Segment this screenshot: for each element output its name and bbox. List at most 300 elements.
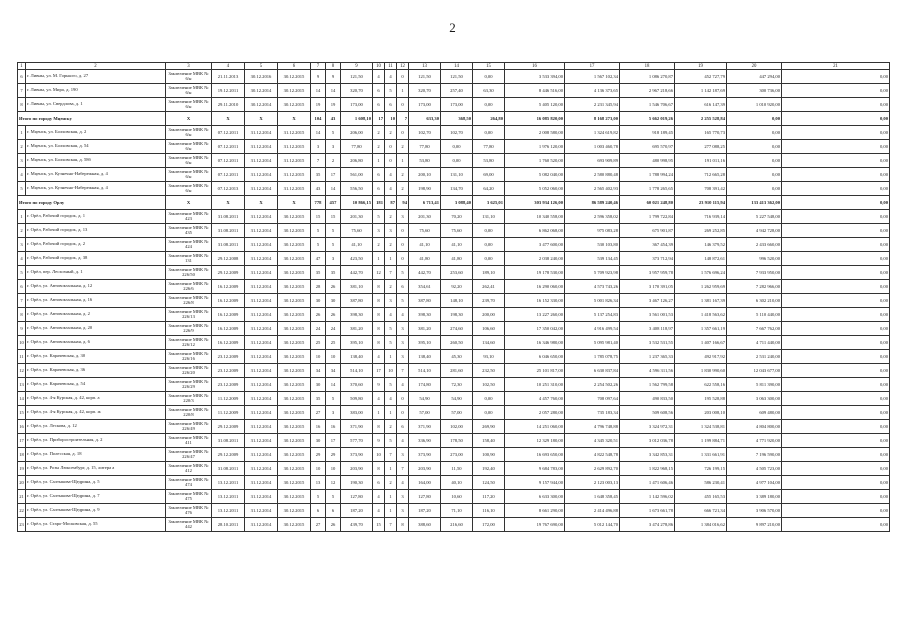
value-cell: 4 916 499,54	[565, 322, 620, 336]
value-cell: 3	[397, 210, 409, 224]
value-cell: 3	[373, 224, 385, 238]
row-number-cell: 7	[18, 294, 26, 308]
value-cell: 64,20	[473, 182, 505, 196]
address-cell: г. Мценск, ул. Болховская, д. 58б	[26, 154, 166, 168]
value-cell: 29.12.2009	[212, 448, 245, 462]
row-number-cell: 21	[18, 490, 26, 504]
table-row	[18, 322, 890, 336]
value-cell: 0,00	[782, 476, 890, 490]
address-cell: г. Орёл, ул. Розы Люксембург, д. 15, литера а	[26, 462, 166, 476]
value-cell: 17	[373, 364, 385, 378]
value-cell: 556,50	[341, 182, 373, 196]
value-cell: 447 294,00	[727, 70, 782, 84]
address-cell: г. Мценск, ул. Кузнечно-Набережная, д. 4	[26, 168, 166, 182]
total-value-cell: 3 625,01	[473, 196, 505, 210]
total-value-cell: X	[278, 196, 311, 210]
value-cell: 1	[385, 504, 397, 518]
value-cell: 75,60	[341, 224, 373, 238]
value-cell: 0,00	[782, 154, 890, 168]
total-value-cell: 86 589 240,46	[565, 196, 620, 210]
value-cell: 16 346 980,00	[505, 336, 565, 350]
value-cell: 3	[326, 252, 341, 266]
value-cell: 26	[326, 308, 341, 322]
table-row	[18, 252, 890, 266]
value-cell: 4	[373, 350, 385, 364]
value-cell: 31.12.2014	[245, 392, 278, 406]
value-cell: 0,00	[473, 126, 505, 140]
column-number-cell: 7	[311, 63, 326, 70]
row-number-cell: 1	[18, 210, 26, 224]
value-cell: 0,00	[473, 252, 505, 266]
table-row	[18, 224, 890, 238]
value-cell: 13.12.2011	[212, 476, 245, 490]
value-cell: 11.12.2009	[212, 392, 245, 406]
value-cell: 53,80	[473, 154, 505, 168]
value-cell: 2	[385, 280, 397, 294]
value-cell: 30.12.2015	[278, 210, 311, 224]
value-cell: 1	[373, 154, 385, 168]
value-cell: 0,00	[782, 98, 890, 112]
address-cell: г. Мценск, ул. Болховская, д. 2	[26, 126, 166, 140]
total-value-cell: 7	[397, 112, 409, 126]
total-value-cell: 104	[311, 112, 326, 126]
value-cell: 1 760 520,00	[505, 154, 565, 168]
value-cell: 200,10	[409, 168, 441, 182]
column-number-cell: 18	[620, 63, 675, 70]
column-number-cell: 9	[341, 63, 373, 70]
value-cell: 273,00	[441, 448, 473, 462]
column-number-cell: 10	[373, 63, 385, 70]
value-cell: 2	[397, 140, 409, 154]
value-cell: 16 290 060,00	[505, 280, 565, 294]
address-cell: г. Орёл, ул. Карачевская, д. 30	[26, 350, 166, 364]
row-number-cell: 6	[18, 70, 26, 84]
value-cell: 31.12.2014	[245, 322, 278, 336]
value-cell: 172,00	[473, 518, 505, 532]
value-cell: 4	[373, 392, 385, 406]
value-cell: 4	[373, 490, 385, 504]
value-cell: 30	[311, 434, 326, 448]
total-value-cell: X	[166, 112, 212, 126]
value-cell: 5 709 923,98	[565, 266, 620, 280]
value-cell: 0,00	[473, 406, 505, 420]
column-number-cell: 19	[675, 63, 727, 70]
value-cell: 31.12.2014	[245, 364, 278, 378]
total-value-cell: 3 088,40	[441, 196, 473, 210]
value-cell: 10	[311, 462, 326, 476]
total-value-cell: 2 255 528,84	[675, 112, 727, 126]
value-cell: 712 665,28	[675, 168, 727, 182]
value-cell: 16.12.2009	[212, 280, 245, 294]
value-cell: 9 684 783,00	[505, 462, 565, 476]
value-cell: 0,00	[782, 336, 890, 350]
value-cell: 4 977 104,00	[727, 476, 782, 490]
value-cell: 30.12.2014	[245, 98, 278, 112]
value-cell: 260,50	[441, 336, 473, 350]
value-cell: 14	[311, 126, 326, 140]
value-cell: 75,60	[409, 224, 441, 238]
value-cell: 2	[326, 154, 341, 168]
value-cell: 45,30	[441, 350, 473, 364]
value-cell: 30.12.2015	[278, 70, 311, 84]
value-cell: 31.12.2015	[278, 154, 311, 168]
value-cell: 57,00	[441, 406, 473, 420]
value-cell: 31.12.2014	[245, 280, 278, 294]
value-cell: 8	[373, 462, 385, 476]
document-cell: Заключение МВК № 226/49	[166, 420, 212, 434]
value-cell: 29.12.2009	[212, 266, 245, 280]
value-cell: 30.12.2015	[278, 518, 311, 532]
value-cell: 5 012 144,70	[565, 518, 620, 532]
value-cell: 29	[311, 448, 326, 462]
value-cell: 4 457 760,00	[505, 392, 565, 406]
value-cell: 383,00	[341, 406, 373, 420]
value-cell: 2	[397, 182, 409, 196]
value-cell: 3 324 972,31	[620, 420, 675, 434]
total-value-cell: 16 085 820,00	[505, 112, 565, 126]
value-cell: 5	[311, 238, 326, 252]
data-table	[17, 62, 890, 532]
row-number-cell: 3	[18, 154, 26, 168]
value-cell: 5	[373, 210, 385, 224]
column-number-cell: 2	[26, 63, 166, 70]
value-cell: 354,61	[409, 280, 441, 294]
value-cell: 1 976 120,00	[505, 140, 565, 154]
total-value-cell: 1 608,10	[341, 112, 373, 126]
column-number-cell: 1	[18, 63, 26, 70]
value-cell: 6 630 837,84	[565, 364, 620, 378]
table-row	[18, 182, 890, 196]
value-cell: 0,00	[782, 518, 890, 532]
total-row	[18, 112, 890, 126]
document-cell: Заключение МВК № 6/н	[166, 154, 212, 168]
value-cell: 31.12.2014	[245, 336, 278, 350]
value-cell: 102,70	[441, 126, 473, 140]
value-cell: 3	[397, 448, 409, 462]
value-cell: 7	[311, 154, 326, 168]
value-cell: 1 003 460,78	[565, 140, 620, 154]
value-cell: 5 811 390,00	[727, 378, 782, 392]
value-cell: 387,80	[341, 294, 373, 308]
value-cell: 2	[385, 420, 397, 434]
address-cell: г. Орёл, ул. 4-я Курская, д. 42, корп. а	[26, 392, 166, 406]
document-cell: Заключение МВК № 474	[166, 476, 212, 490]
address-cell: г. Орёл, ул. Приборостроительная, д. 2	[26, 434, 166, 448]
table-row	[18, 518, 890, 532]
row-number-cell: 7	[18, 84, 26, 98]
value-cell: 190,30	[341, 476, 373, 490]
row-number-cell: 23	[18, 518, 26, 532]
value-cell: 735 183,34	[565, 406, 620, 420]
value-cell: 13 227 260,00	[505, 308, 565, 322]
document-cell: Заключение МВК № 226/50	[166, 266, 212, 280]
value-cell: 6 046 650,00	[505, 350, 565, 364]
value-cell: 0,00	[727, 154, 782, 168]
value-cell: 0	[397, 126, 409, 140]
value-cell: 198,90	[409, 182, 441, 196]
value-cell: 5	[326, 126, 341, 140]
value-cell: 336,90	[409, 434, 441, 448]
value-cell: 6 862 068,00	[505, 224, 565, 238]
value-cell: 31.12.2014	[245, 224, 278, 238]
value-cell: 10	[385, 364, 397, 378]
column-number-cell: 12	[397, 63, 409, 70]
value-cell: 173,00	[409, 98, 441, 112]
row-number-cell: 15	[18, 406, 26, 420]
value-cell: 57,00	[409, 406, 441, 420]
value-cell: 6	[311, 504, 326, 518]
value-cell: 455 165,53	[675, 490, 727, 504]
value-cell: 708 391,42	[675, 182, 727, 196]
value-cell: 4	[385, 308, 397, 322]
column-number-cell: 21	[782, 63, 890, 70]
value-cell: 31.12.2014	[245, 140, 278, 154]
value-cell: 3 561 001,53	[620, 308, 675, 322]
value-cell: 3 408 118,97	[620, 322, 675, 336]
value-cell: 3 063 300,00	[727, 392, 782, 406]
value-cell: 4	[397, 308, 409, 322]
value-cell: 2	[385, 210, 397, 224]
value-cell: 0,00	[782, 378, 890, 392]
value-cell: 31.12.2014	[245, 126, 278, 140]
value-cell: 31.12.2014	[245, 210, 278, 224]
value-cell: 2 531 240,00	[727, 350, 782, 364]
value-cell: 31.08.2011	[212, 462, 245, 476]
value-cell: 3 532 531,55	[620, 336, 675, 350]
value-cell: 138,40	[341, 350, 373, 364]
value-cell: 63,30	[473, 84, 505, 98]
column-number-cell: 17	[565, 63, 620, 70]
value-cell: 30.12.2015	[278, 420, 311, 434]
total-value-cell: X	[278, 112, 311, 126]
value-cell: 975 083,28	[565, 224, 620, 238]
value-cell: 0,00	[782, 434, 890, 448]
value-cell: 4	[385, 168, 397, 182]
value-cell: 5	[326, 238, 341, 252]
value-cell: 92,20	[441, 280, 473, 294]
value-cell: 509 608,56	[620, 406, 675, 420]
value-cell: 10	[373, 448, 385, 462]
value-cell: 4 804 800,00	[727, 420, 782, 434]
value-cell: 127,80	[409, 490, 441, 504]
value-cell: 0,00	[782, 392, 890, 406]
table-row	[18, 210, 890, 224]
value-cell: 0,00	[727, 182, 782, 196]
value-cell: 7 282 966,00	[727, 280, 782, 294]
value-cell: 1 142 187,69	[675, 84, 727, 98]
total-value-cell: 0,00	[727, 112, 782, 126]
value-cell: 10	[311, 350, 326, 364]
value-cell: 1 799 722,84	[620, 210, 675, 224]
value-cell: 492 917,92	[675, 350, 727, 364]
value-cell: 31.12.2014	[245, 294, 278, 308]
address-cell: г. Ливны, ул. Свердлова, д. 1	[26, 98, 166, 112]
value-cell: 1 381 167,39	[675, 294, 727, 308]
row-number-cell: 3	[18, 238, 26, 252]
total-label-cell: Итого по городу Орлу	[18, 196, 166, 210]
value-cell: 07.12.2011	[212, 168, 245, 182]
value-cell: 07.12.2013	[212, 182, 245, 196]
value-cell: 2	[373, 126, 385, 140]
value-cell: 30.12.2014	[245, 84, 278, 98]
value-cell: 31.08.2011	[212, 238, 245, 252]
value-cell: 3 474 278,86	[620, 518, 675, 532]
value-cell: 198,30	[441, 308, 473, 322]
value-cell: 0,00	[727, 126, 782, 140]
total-value-cell: 264,80	[473, 112, 505, 126]
value-cell: 2 057 280,00	[505, 406, 565, 420]
value-cell: 996 520,00	[727, 252, 782, 266]
value-cell: 4	[397, 378, 409, 392]
total-value-cell: X	[245, 196, 278, 210]
value-cell: 41,80	[441, 252, 473, 266]
value-cell: 232,50	[473, 364, 505, 378]
value-cell: 31.12.2014	[245, 182, 278, 196]
value-cell: 5	[385, 434, 397, 448]
value-cell: 14	[326, 182, 341, 196]
document-cell: Заключение МВК № 6/н	[166, 140, 212, 154]
value-cell: 8 446 516,00	[505, 84, 565, 98]
table-row	[18, 462, 890, 476]
value-cell: 0,00	[473, 238, 505, 252]
value-cell: 11.12.2009	[212, 406, 245, 420]
value-cell: 165 770,73	[675, 126, 727, 140]
value-cell: 3	[326, 140, 341, 154]
value-cell: 203 008,10	[675, 406, 727, 420]
value-cell: 07.12.2011	[212, 126, 245, 140]
value-cell: 0,00	[727, 168, 782, 182]
value-cell: 0,00	[473, 98, 505, 112]
value-cell: 4 796 748,88	[565, 420, 620, 434]
value-cell: 0	[385, 154, 397, 168]
value-cell: 9	[373, 434, 385, 448]
value-cell: 4	[373, 504, 385, 518]
value-cell: 3 533 394,00	[505, 70, 565, 84]
value-cell: 07.12.2011	[212, 140, 245, 154]
value-cell: 0,00	[782, 140, 890, 154]
document-cell: Заключение МВК № 476	[166, 504, 212, 518]
value-cell: 25	[311, 336, 326, 350]
value-cell: 1 785 078,75	[565, 350, 620, 364]
document-cell: Заключение МВК № 424	[166, 238, 212, 252]
value-cell: 586 230,41	[675, 476, 727, 490]
value-cell: 30.12.2015	[278, 448, 311, 462]
value-cell: 30.12.2015	[278, 266, 311, 280]
value-cell: 5	[326, 490, 341, 504]
total-value-cell: 0,00	[782, 196, 890, 210]
value-cell: 539 134,45	[565, 252, 620, 266]
value-cell: 30.12.2015	[278, 294, 311, 308]
value-cell: 5 082 040,00	[505, 168, 565, 182]
value-cell: 41,10	[441, 238, 473, 252]
value-cell: 1 673 661,78	[620, 504, 675, 518]
table-row	[18, 84, 890, 98]
value-cell: 195 528,88	[675, 392, 727, 406]
value-cell: 0,00	[782, 126, 890, 140]
row-number-cell: 5	[18, 182, 26, 196]
value-cell: 1 357 661,19	[675, 322, 727, 336]
value-cell: 30.12.2015	[278, 406, 311, 420]
value-cell: 77,80	[473, 140, 505, 154]
value-cell: 7	[397, 462, 409, 476]
value-cell: 43	[311, 182, 326, 196]
value-cell: 102,00	[441, 420, 473, 434]
value-cell: 439,70	[341, 518, 373, 532]
value-cell: 3 906 570,00	[727, 504, 782, 518]
document-cell: Заключение МВК № 220/3	[166, 392, 212, 406]
value-cell: 3	[397, 322, 409, 336]
document-cell: Заключение МВК № 435	[166, 224, 212, 238]
value-cell: 1 648 358,45	[565, 490, 620, 504]
value-cell: 0,00	[782, 504, 890, 518]
address-cell: г. Орёл, ул. Карачевская, д. 36	[26, 364, 166, 378]
value-cell: 4 771 920,00	[727, 434, 782, 448]
document-cell: Заключение МВК № 226/47	[166, 448, 212, 462]
value-cell: 16.12.2009	[212, 294, 245, 308]
value-cell: 0,00	[441, 154, 473, 168]
table-row	[18, 364, 890, 378]
value-cell: 8	[373, 294, 385, 308]
value-cell: 693 909,89	[565, 154, 620, 168]
value-cell: 69,00	[473, 168, 505, 182]
table-row	[18, 308, 890, 322]
value-cell: 148 872,61	[675, 252, 727, 266]
table-row	[18, 406, 890, 420]
value-cell: 2	[373, 140, 385, 154]
column-number-cell: 15	[473, 63, 505, 70]
value-cell: 3 477 600,00	[505, 238, 565, 252]
value-cell: 442,70	[409, 266, 441, 280]
column-number-row	[18, 63, 890, 70]
value-cell: 41,80	[409, 252, 441, 266]
address-cell: г. Орёл, ул. 4-я Курская, д. 42, корп. ж	[26, 406, 166, 420]
value-cell: 1 471 606,46	[620, 476, 675, 490]
address-cell: г. Орёл, ул. Старо-Московская, д. 55	[26, 518, 166, 532]
value-cell: 121,50	[341, 70, 373, 84]
value-cell: 14	[311, 84, 326, 98]
value-cell: 0,00	[782, 84, 890, 98]
value-cell: 27	[311, 518, 326, 532]
value-cell: 1	[385, 406, 397, 420]
address-cell: г. Ливны, ул. Мира, д. 190	[26, 84, 166, 98]
value-cell: 3	[326, 406, 341, 420]
value-cell: 6	[397, 420, 409, 434]
value-cell: 6	[373, 476, 385, 490]
document-cell: Заключение МВК № 226/12	[166, 336, 212, 350]
value-cell: 381,20	[341, 322, 373, 336]
value-cell: 14	[326, 84, 341, 98]
value-cell: 189,10	[473, 266, 505, 280]
value-cell: 5	[397, 294, 409, 308]
value-cell: 30.12.2015	[278, 462, 311, 476]
value-cell: 398,30	[341, 308, 373, 322]
value-cell: 0	[397, 70, 409, 84]
value-cell: 918 189,45	[620, 126, 675, 140]
value-cell: 40,10	[441, 476, 473, 490]
value-cell: 16	[311, 420, 326, 434]
value-cell: 30.12.2015	[278, 504, 311, 518]
value-cell: 6	[373, 168, 385, 182]
value-cell: 561,00	[341, 168, 373, 182]
value-cell: 4	[385, 182, 397, 196]
value-cell: 34	[311, 364, 326, 378]
value-cell: 675 901,87	[620, 224, 675, 238]
value-cell: 07.12.2011	[212, 154, 245, 168]
value-cell: 4	[373, 70, 385, 84]
table-row	[18, 280, 890, 294]
table-row	[18, 476, 890, 490]
table-row	[18, 98, 890, 112]
